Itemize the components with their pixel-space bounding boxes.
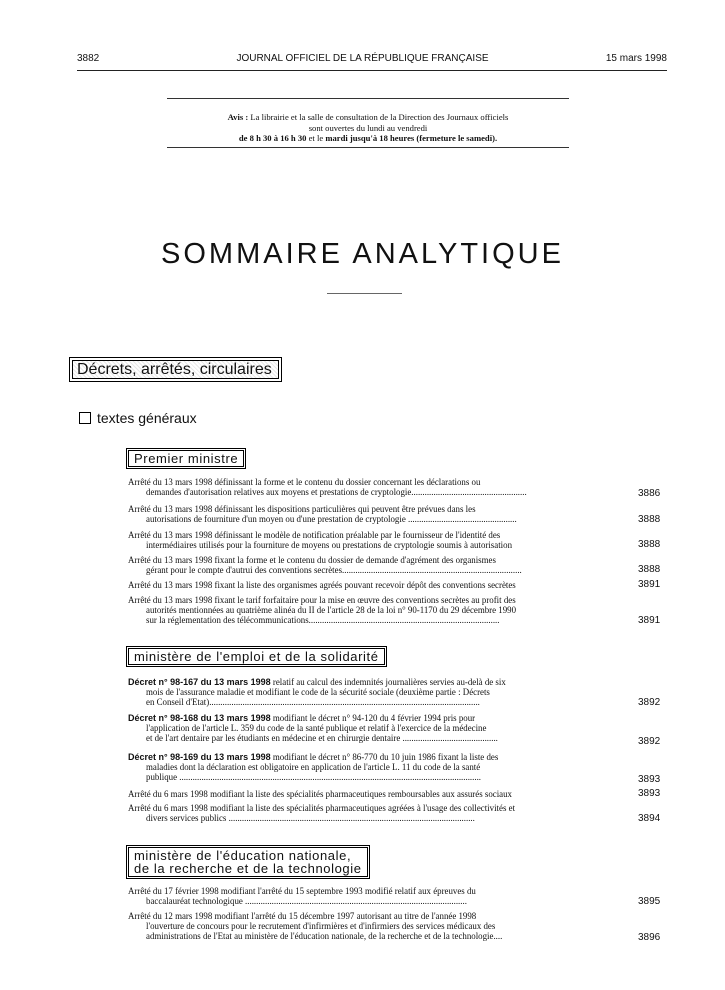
avis-line1: La librairie et la salle de consultation de la Direction des Journaux officiels (248, 112, 509, 122)
entry-page: 3892 (638, 736, 661, 747)
entry-page: 3893 (638, 774, 661, 785)
entry-text: Arrêté du 13 mars 1998 fixant la forme et le contenu du dossier de demande d'agrément des organismes (128, 555, 496, 565)
entry-page: 3888 (638, 564, 661, 575)
ministry-name-line1: ministère de l'éducation nationale, (134, 848, 352, 863)
list-item (128, 803, 610, 823)
decree-reference: Décret n° 98-168 du 13 mars 1998 (128, 713, 271, 723)
list-item (128, 580, 610, 590)
avis-line3-mid: et le (306, 133, 326, 143)
entry-continuation: intermédiaires utilisés pour la fourniture de moyens ou prestations de cryptologie soumis à autorisation (146, 540, 513, 551)
entry-continuation: autorisations de fourniture d'un moyen ou d'une prestation de cryptologie ................................................. (146, 514, 517, 525)
entry-page: 3891 (638, 579, 661, 590)
list-item (128, 595, 610, 626)
entry-continuation: en Conseil d'Etat).......................................................................................................................... (146, 697, 480, 708)
journal-title: JOURNAL OFFICIEL DE LA RÉPUBLIQUE FRANÇAISE (236, 53, 489, 64)
entry-text: Arrêté du 6 mars 1998 modifiant la liste des spécialités pharmaceutiques remboursables aux assurés sociaux (128, 789, 512, 799)
entry-text: Arrêté du 12 mars 1998 modifiant l'arrêté du 15 décembre 1997 autorisant au titre de l'année 1998 (128, 911, 477, 921)
entry-continuation: gérant pour le compte d'autrui des conventions secrètes................................................................................. (146, 565, 522, 576)
entry-page: 3895 (638, 896, 661, 907)
entry-continuation: administrations de l'Etat au ministère de l'éducation nationale, de la recherche et de la technologie.... (146, 931, 503, 942)
entry-continuation: l'application de l'article L. 359 du code de la santé publique et relatif à l'exercice de la médecine (146, 723, 487, 734)
entry-text: Arrêté du 13 mars 1998 définissant la forme et le contenu du dossier concernant les déclarations ou (128, 477, 481, 487)
entry-page: 3891 (638, 615, 661, 626)
entry-page: 3896 (638, 932, 661, 943)
entry-text: Arrêté du 13 mars 1998 fixant la liste des organismes agréés pouvant recevoir dépôt des conventions secrètes (128, 580, 516, 590)
ministry-box-premier-ministre (126, 448, 246, 469)
entry-continuation: divers services publics ............................................................................................................... (146, 813, 475, 824)
section-heading-label: Décrets, arrêtés, circulaires (72, 360, 279, 379)
ministry-name: Premier ministre (128, 450, 244, 467)
entry-page: 3888 (638, 539, 661, 550)
list-item (128, 886, 610, 906)
issue-date: 15 mars 1998 (605, 53, 667, 64)
page-number: 3882 (77, 53, 100, 64)
ministry-box-emploi-solidarite (126, 646, 387, 667)
list-item (128, 530, 610, 550)
ministry-name: ministère de l'emploi et de la solidarité (128, 648, 385, 665)
entry-text: Arrêté du 13 mars 1998 définissant les dispositions particulières qui peuvent être prévues dans les (128, 504, 476, 514)
section-heading (69, 357, 282, 382)
entry-page: 3888 (638, 514, 661, 525)
list-item (128, 504, 610, 524)
ministry-box-education-nationale (126, 845, 370, 879)
entry-continuation: baccalauréat technologique .................................................................................................... (146, 896, 467, 907)
decree-reference: Décret n° 98-169 du 13 mars 1998 (128, 752, 271, 762)
page-title: SOMMAIRE ANALYTIQUE (161, 238, 564, 270)
header-rule (77, 70, 667, 71)
entry-continuation: et de l'art dentaire par les étudiants en médecine et en chirurgie dentaire ........................................... (146, 733, 498, 744)
list-item (128, 677, 610, 708)
title-divider (327, 293, 402, 294)
entry-continuation: demandes d'autorisation relatives aux moyens et prestations de cryptologie.................................................... (146, 487, 527, 498)
entry-text: relatif au calcul des indemnités journalières servies au-delà de six (270, 677, 506, 687)
entry-page: 3886 (638, 488, 661, 499)
entry-text: Arrêté du 13 mars 1998 fixant le tarif forfaitaire pour la mise en œuvre des conventions secrètes au profit des (128, 595, 516, 605)
avis-tuesday: mardi jusqu'à 18 heures (fermeture le samedi). (325, 133, 498, 143)
entry-page: 3894 (638, 813, 661, 824)
entry-continuation: maladies dont la déclaration est obligatoire en application de l'article L. 11 du code de la santé (146, 762, 481, 773)
avis-label: Avis : (227, 112, 249, 122)
list-item (128, 789, 610, 799)
entry-page: 3893 (638, 788, 661, 799)
avis-notice (167, 98, 569, 148)
subsection-heading (79, 410, 197, 426)
entry-continuation: sur la réglementation des télécommunications...................................................................................... (146, 615, 500, 626)
decree-reference: Décret n° 98-167 du 13 mars 1998 (128, 677, 271, 687)
avis-line2: sont ouvertes du lundi au vendredi (308, 122, 428, 133)
subsection-label: textes généraux (97, 410, 197, 426)
entry-text: modifiant le décret n° 86-770 du 10 juin 1986 fixant la liste des (270, 752, 499, 762)
entry-page: 3892 (638, 697, 661, 708)
avis-hours: de 8 h 30 à 16 h 30 (238, 133, 307, 143)
entry-text: Arrêté du 13 mars 1998 définissant le modèle de notification préalable par le fournisseur de l'identité des (128, 530, 501, 540)
entry-text: Arrêté du 6 mars 1998 modifiant la liste des spécialités pharmaceutiques agréées à l'usage des collectivités et (128, 803, 516, 813)
list-item (128, 713, 610, 744)
entry-continuation: autorités mentionnées au quatrième alinéa du II de l'article 28 de la loi n° 90-1170 du 29 décembre 1990 (146, 605, 517, 616)
list-item (128, 477, 610, 497)
entry-continuation: mois de l'assurance maladie et modifiant le code de la sécurité sociale (deuxième partie : Décrets (146, 687, 490, 698)
list-item (128, 555, 610, 575)
entry-text: modifiant le décret n° 94-120 du 4 février 1994 pris pour (270, 713, 476, 723)
checkbox-square-icon (79, 412, 91, 424)
entry-continuation: l'ouverture de concours pour le recrutement d'infirmières et d'infirmiers des services médicaux des (146, 921, 496, 932)
entry-text: Arrêté du 17 février 1998 modifiant l'arrêté du 15 septembre 1993 modifié relatif aux épreuves du (128, 886, 476, 896)
entry-continuation: publique ........................................................................................................................................ (146, 772, 482, 783)
ministry-name-line2: de la recherche et de la technologie (134, 861, 362, 876)
list-item (128, 911, 610, 942)
ministry-name-block (128, 847, 368, 877)
list-item (128, 752, 610, 783)
